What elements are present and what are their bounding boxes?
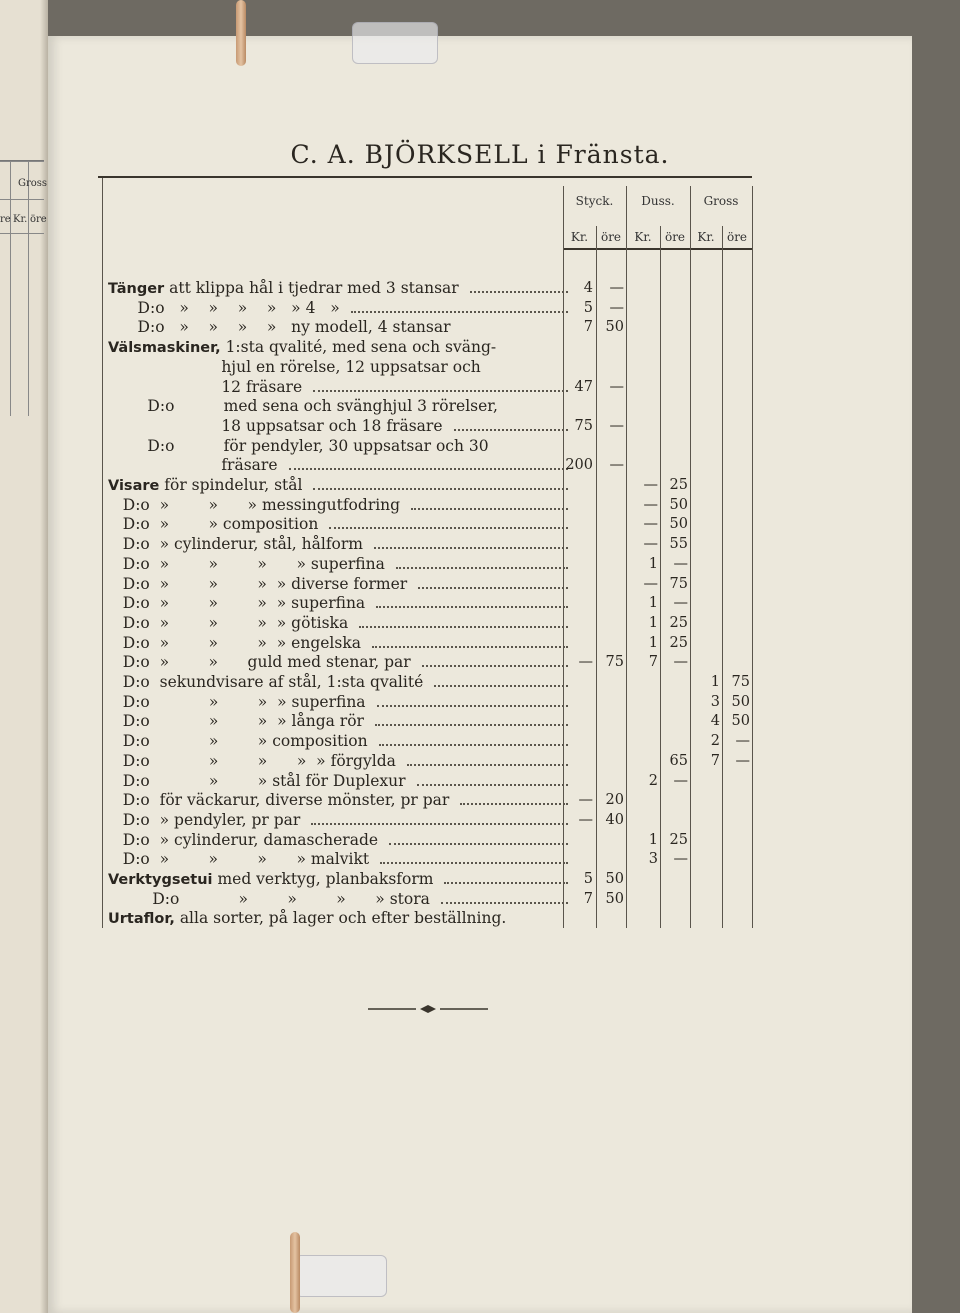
price-cell: 1 — [648, 634, 658, 651]
table-row — [108, 692, 568, 712]
table-row — [108, 771, 568, 791]
dot-leader — [411, 506, 568, 510]
price-cell: 50 — [605, 319, 624, 336]
row-description: D:o » » » » förgylda — [108, 751, 396, 770]
row-description: D:o » cylinderur, damascherade — [108, 830, 379, 849]
row-description: Urtaflor, alla sorter, på lager och efter beställning. — [108, 909, 507, 928]
price-cell: — — [643, 496, 658, 513]
dot-leader — [444, 880, 568, 884]
price-cell: 1 — [648, 831, 658, 848]
price-cell: — — [643, 536, 658, 553]
price-cell: — — [609, 378, 624, 395]
price-cell: 200 — [565, 457, 593, 474]
ornament-divider — [368, 1004, 488, 1014]
price-cell: 7 — [648, 654, 658, 671]
row-description: D:o » » composition — [108, 515, 319, 534]
row-description: hjul en rörelse, 12 uppsatsar och — [108, 357, 481, 376]
row-description: Verktygsetui med verktyg, planbaksform — [108, 870, 434, 888]
left-header-re: re — [0, 214, 11, 225]
row-description: D:o » » » » engelska — [108, 633, 361, 652]
row-description: D:o » » » » » 4 » — [108, 298, 340, 317]
table-row — [108, 790, 568, 810]
dot-leader — [376, 604, 568, 608]
row-description: D:o » » stål för Duplexur — [108, 771, 406, 790]
dot-leader — [359, 624, 568, 628]
dot-leader — [313, 388, 568, 392]
table-row — [108, 889, 568, 909]
header-duss-ore: öre — [664, 230, 686, 244]
price-cell: 47 — [574, 378, 593, 395]
table-row — [108, 436, 568, 456]
price-cell: 1 — [648, 614, 658, 631]
dot-leader — [418, 585, 568, 589]
price-cell: 2 — [648, 772, 658, 789]
price-cell: 50 — [605, 890, 624, 907]
price-cell: 75 — [731, 674, 750, 690]
table-row — [108, 278, 568, 298]
page-title: C. A. BJÖRKSELL i Fränsta. — [290, 140, 670, 169]
col-divider-gross — [690, 186, 691, 928]
table-row — [108, 574, 568, 594]
price-cell: 7 — [710, 752, 720, 769]
price-cell: — — [578, 792, 593, 809]
table-row — [108, 869, 568, 889]
price-cell: 25 — [669, 614, 688, 631]
price-cell: 3 — [648, 851, 658, 868]
dot-leader — [379, 742, 568, 746]
price-cell: — — [609, 280, 624, 296]
left-page-table — [0, 160, 44, 416]
price-cell: 1 — [648, 555, 658, 572]
table-row — [108, 613, 568, 633]
dot-leader — [351, 309, 568, 313]
row-description: D:o » » » » malvikt — [108, 850, 370, 869]
price-cell: 75 — [669, 575, 688, 592]
price-cell: 20 — [605, 792, 624, 809]
table-row — [108, 593, 568, 613]
dot-leader — [377, 703, 568, 707]
price-cell: — — [609, 457, 624, 474]
bookmark-stick-bottom — [290, 1232, 300, 1313]
row-description: D:o » » » » stora — [108, 889, 430, 908]
price-cell: — — [735, 752, 750, 769]
row-description: D:o » » » superfina — [108, 692, 366, 711]
dot-leader — [434, 683, 568, 687]
table-row — [108, 377, 568, 397]
left-header-kr: Kr. — [13, 214, 28, 225]
row-description: D:o » » » messingutfodring — [108, 495, 401, 514]
table-row — [108, 751, 568, 771]
dot-leader — [311, 821, 568, 825]
row-description: Tänger att klippa hål i tjedrar med 3 stansar — [108, 279, 459, 297]
row-description: 18 uppsatsar och 18 fräsare — [108, 416, 443, 435]
price-cell: 40 — [605, 811, 624, 828]
price-cell: 50 — [605, 871, 624, 887]
page-clip-top — [352, 22, 438, 64]
row-description: D:o » » » » götiska — [108, 613, 349, 632]
dot-leader — [374, 545, 568, 549]
catalog-page — [48, 36, 912, 1313]
dot-leader — [454, 427, 568, 431]
dot-leader — [417, 782, 568, 786]
header-duss: Duss. — [641, 194, 675, 208]
price-cell: 4 — [710, 713, 720, 730]
dot-leader — [372, 644, 568, 648]
price-cell: — — [735, 733, 750, 750]
price-cell: 50 — [669, 496, 688, 513]
price-cell: 50 — [731, 693, 750, 710]
table-row — [108, 830, 568, 850]
dot-leader — [329, 525, 568, 529]
table-row — [108, 455, 568, 475]
price-cell: 7 — [583, 890, 593, 907]
price-cell: 50 — [669, 516, 688, 533]
table-row — [108, 475, 568, 495]
row-description: D:o » » » » superfina — [108, 554, 385, 573]
price-cell: 55 — [669, 536, 688, 553]
dot-leader — [389, 841, 568, 845]
price-cell: 50 — [731, 713, 750, 730]
table-row — [108, 554, 568, 574]
row-description: D:o för pendyler, 30 uppsatsar och 30 — [108, 436, 489, 455]
table-row — [108, 652, 568, 672]
row-description: Välsmaskiner, 1:sta qvalité, med sena och sväng- — [108, 338, 497, 357]
table-row — [108, 810, 568, 830]
row-description: D:o » pendyler, pr par — [108, 810, 301, 829]
price-cell: 5 — [583, 299, 593, 316]
col-divider-gross-ore — [722, 226, 723, 928]
header-rule — [563, 248, 753, 250]
left-header-gross: Gross — [18, 178, 48, 189]
header-styck: Styck. — [575, 194, 614, 208]
price-cell: 65 — [669, 752, 688, 769]
dot-leader — [289, 466, 568, 470]
price-cell: — — [609, 417, 624, 434]
page-clip-bottom — [295, 1255, 387, 1297]
header-gross-ore: öre — [726, 230, 748, 244]
price-cell: — — [643, 477, 658, 493]
row-description: D:o för väckarur, diverse mönster, pr par — [108, 791, 450, 810]
table-row — [108, 317, 568, 337]
header-duss-kr: Kr. — [634, 230, 652, 244]
row-description: D:o » » composition — [108, 732, 368, 751]
table-row — [108, 672, 568, 692]
table-row — [108, 534, 568, 554]
price-cell: 2 — [710, 733, 720, 750]
price-cell: 1 — [710, 674, 720, 690]
header-gross: Gross — [703, 194, 739, 208]
dot-leader — [460, 801, 568, 805]
price-cell: 7 — [583, 319, 593, 336]
dot-leader — [470, 289, 568, 293]
left-border — [102, 178, 103, 928]
table-row — [108, 711, 568, 731]
price-cell: 5 — [583, 871, 593, 887]
dot-leader — [422, 663, 568, 667]
row-description: D:o sekundvisare af stål, 1:sta qvalité — [108, 673, 424, 691]
table-row — [108, 731, 568, 751]
table-row — [108, 337, 568, 357]
header-gross-kr: Kr. — [697, 230, 715, 244]
price-cell: — — [673, 772, 688, 789]
price-cell: 75 — [605, 654, 624, 671]
price-cell: 25 — [669, 831, 688, 848]
price-cell: 1 — [648, 595, 658, 612]
row-description: D:o » » » » diverse former — [108, 574, 408, 593]
dot-leader — [313, 486, 568, 490]
left-page-edge — [0, 0, 48, 1313]
price-cell: — — [578, 811, 593, 828]
col-divider-right — [752, 186, 753, 928]
row-description: D:o » cylinderur, stål, hålform — [108, 535, 364, 554]
table-row — [108, 416, 568, 436]
table-row — [108, 495, 568, 515]
table-row — [108, 633, 568, 653]
price-cell: — — [673, 595, 688, 612]
table-row — [108, 849, 568, 869]
header-styck-ore: öre — [600, 230, 622, 244]
price-cell: — — [673, 555, 688, 572]
bookmark-stick-top — [236, 0, 246, 66]
price-cell: — — [673, 851, 688, 868]
table-row — [108, 357, 568, 377]
table-row — [108, 298, 568, 318]
price-cell: 75 — [574, 417, 593, 434]
price-cell: 3 — [710, 693, 720, 710]
price-cell: — — [643, 516, 658, 533]
row-description: D:o » » guld med stenar, par — [108, 653, 411, 672]
price-cell: — — [643, 575, 658, 592]
price-cell: — — [578, 654, 593, 671]
dot-leader — [396, 565, 568, 569]
dot-leader — [375, 722, 568, 726]
dot-leader — [380, 860, 568, 864]
row-description: D:o » » » » ny modell, 4 stansar — [108, 318, 451, 337]
price-cell: 4 — [583, 280, 593, 296]
row-description: 12 fräsare — [108, 377, 303, 396]
price-cell: — — [609, 299, 624, 316]
dot-leader — [407, 762, 568, 766]
row-description: D:o » » » långa rör — [108, 712, 364, 731]
row-description: D:o » » » » superfina — [108, 594, 366, 613]
row-description: D:o med sena och svänghjul 3 rörelser, — [108, 397, 498, 416]
price-cell: 25 — [669, 477, 688, 493]
left-header-ore: öre — [30, 214, 47, 225]
price-cell: 25 — [669, 634, 688, 651]
dot-leader — [441, 900, 568, 904]
price-cell: — — [673, 654, 688, 671]
header-styck-kr: Kr. — [570, 230, 589, 244]
row-description: fräsare — [108, 456, 278, 475]
table-row — [108, 514, 568, 534]
table-row — [108, 396, 568, 416]
table-row — [108, 908, 568, 928]
row-description: Visare för spindelur, stål — [108, 476, 303, 494]
title-rule — [98, 176, 752, 178]
